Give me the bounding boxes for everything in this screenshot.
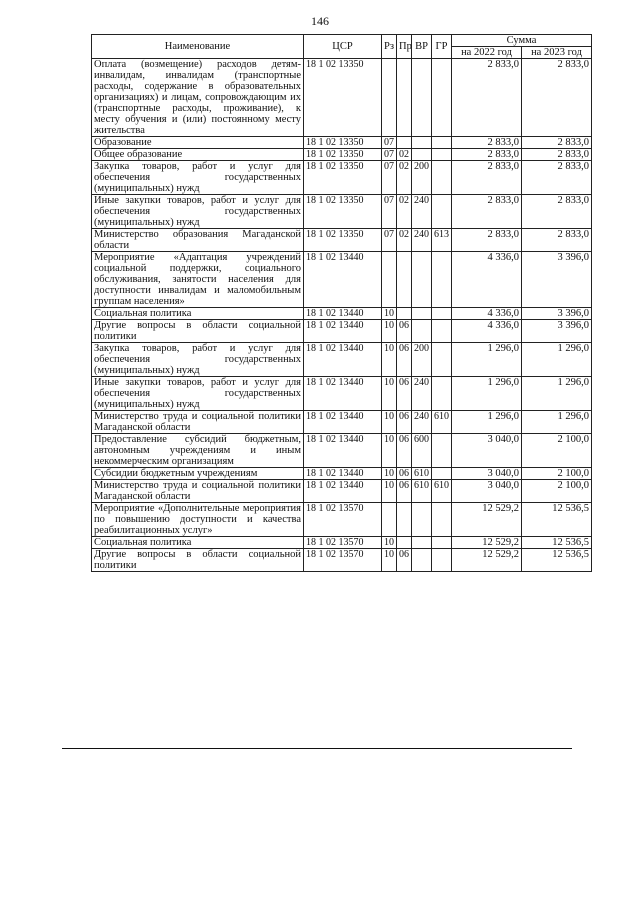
cell-vr: 240	[412, 411, 432, 434]
cell-sum-2023: 2 833,0	[522, 149, 592, 161]
cell-vr	[412, 503, 432, 537]
cell-rz: 07	[382, 229, 397, 252]
cell-name: Иные закупки товаров, работ и услуг для обеспечения государственных (муниципальных) нужд	[92, 195, 304, 229]
cell-csr: 18 1 02 13350	[304, 195, 382, 229]
cell-gr: 610	[432, 480, 452, 503]
cell-name: Министерство труда и социальной политики Магаданской области	[92, 480, 304, 503]
header-sum-2023: на 2023 год	[522, 47, 592, 59]
header-name: Наименование	[92, 35, 304, 59]
table-row	[92, 468, 592, 480]
cell-sum-2023: 2 833,0	[522, 137, 592, 149]
cell-name: Иные закупки товаров, работ и услуг для обеспечения государственных (муниципальных) нужд	[92, 377, 304, 411]
cell-csr: 18 1 02 13570	[304, 537, 382, 549]
cell-name: Закупка товаров, работ и услуг для обеспечения государственных (муниципальных) нужд	[92, 161, 304, 195]
table-body	[92, 59, 592, 572]
header-pr: Пр	[397, 35, 412, 59]
cell-rz	[382, 503, 397, 537]
cell-sum-2023: 2 100,0	[522, 434, 592, 468]
cell-sum-2022: 12 529,2	[452, 549, 522, 572]
cell-pr	[397, 252, 412, 308]
cell-csr: 18 1 02 13440	[304, 377, 382, 411]
cell-gr: 610	[432, 411, 452, 434]
table-row	[92, 252, 592, 308]
cell-pr: 06	[397, 411, 412, 434]
cell-gr	[432, 59, 452, 137]
cell-sum-2023: 2 833,0	[522, 195, 592, 229]
cell-csr: 18 1 02 13570	[304, 503, 382, 537]
cell-csr: 18 1 02 13350	[304, 59, 382, 137]
table-row	[92, 377, 592, 411]
header-gr: ГР	[432, 35, 452, 59]
cell-pr: 02	[397, 161, 412, 195]
cell-sum-2022: 12 529,2	[452, 503, 522, 537]
cell-gr	[432, 320, 452, 343]
table-row	[92, 59, 592, 137]
cell-vr: 240	[412, 229, 432, 252]
cell-pr	[397, 537, 412, 549]
table-row	[92, 503, 592, 537]
cell-sum-2022: 1 296,0	[452, 343, 522, 377]
cell-gr	[432, 137, 452, 149]
cell-vr: 610	[412, 480, 432, 503]
cell-csr: 18 1 02 13440	[304, 480, 382, 503]
cell-vr: 200	[412, 161, 432, 195]
cell-sum-2022: 2 833,0	[452, 229, 522, 252]
cell-rz: 10	[382, 468, 397, 480]
cell-sum-2022: 4 336,0	[452, 252, 522, 308]
cell-rz: 10	[382, 434, 397, 468]
cell-csr: 18 1 02 13440	[304, 308, 382, 320]
cell-csr: 18 1 02 13440	[304, 343, 382, 377]
cell-pr: 06	[397, 468, 412, 480]
cell-name: Министерство труда и социальной политики Магаданской области	[92, 411, 304, 434]
cell-sum-2022: 4 336,0	[452, 308, 522, 320]
cell-sum-2022: 1 296,0	[452, 411, 522, 434]
cell-pr	[397, 137, 412, 149]
cell-sum-2022: 4 336,0	[452, 320, 522, 343]
cell-pr: 02	[397, 195, 412, 229]
cell-csr: 18 1 02 13350	[304, 137, 382, 149]
cell-vr	[412, 252, 432, 308]
budget-table	[91, 34, 592, 572]
table-row	[92, 195, 592, 229]
cell-name: Предоставление субсидий бюджетным, автономным учреждениям и иным некоммерческим организациям	[92, 434, 304, 468]
cell-pr	[397, 503, 412, 537]
cell-gr	[432, 434, 452, 468]
page-number: 146	[311, 14, 329, 28]
cell-rz: 10	[382, 377, 397, 411]
cell-sum-2023: 2 100,0	[522, 468, 592, 480]
header-rz: Рз	[382, 35, 397, 59]
cell-rz: 07	[382, 149, 397, 161]
cell-vr: 240	[412, 377, 432, 411]
cell-rz: 10	[382, 308, 397, 320]
table-row	[92, 149, 592, 161]
cell-name: Закупка товаров, работ и услуг для обеспечения государственных (муниципальных) нужд	[92, 343, 304, 377]
table-row	[92, 480, 592, 503]
cell-sum-2023: 3 396,0	[522, 308, 592, 320]
header-vr: ВР	[412, 35, 432, 59]
cell-sum-2022: 12 529,2	[452, 537, 522, 549]
cell-sum-2023: 1 296,0	[522, 411, 592, 434]
cell-pr: 06	[397, 434, 412, 468]
cell-pr: 06	[397, 343, 412, 377]
table-row	[92, 549, 592, 572]
cell-csr: 18 1 02 13350	[304, 149, 382, 161]
cell-gr	[432, 308, 452, 320]
cell-sum-2022: 3 040,0	[452, 434, 522, 468]
cell-sum-2023: 2 833,0	[522, 229, 592, 252]
table-row	[92, 320, 592, 343]
cell-gr	[432, 537, 452, 549]
cell-sum-2022: 2 833,0	[452, 195, 522, 229]
cell-gr	[432, 503, 452, 537]
cell-gr	[432, 468, 452, 480]
cell-csr: 18 1 02 13440	[304, 320, 382, 343]
cell-sum-2022: 2 833,0	[452, 161, 522, 195]
cell-vr	[412, 549, 432, 572]
cell-sum-2022: 2 833,0	[452, 59, 522, 137]
cell-vr	[412, 308, 432, 320]
cell-name: Образование	[92, 137, 304, 149]
cell-name: Мероприятие «Адаптация учреждений социальной поддержки, социального обслуживания, занятости населения для доступности инвалидам и маломобильным группам населения»	[92, 252, 304, 308]
cell-sum-2023: 2 833,0	[522, 59, 592, 137]
cell-pr: 02	[397, 149, 412, 161]
cell-vr: 240	[412, 195, 432, 229]
cell-gr	[432, 343, 452, 377]
cell-csr: 18 1 02 13350	[304, 229, 382, 252]
cell-rz: 10	[382, 320, 397, 343]
cell-sum-2022: 2 833,0	[452, 149, 522, 161]
table-row	[92, 229, 592, 252]
cell-csr: 18 1 02 13440	[304, 434, 382, 468]
cell-rz: 07	[382, 161, 397, 195]
cell-vr	[412, 137, 432, 149]
cell-sum-2022: 3 040,0	[452, 480, 522, 503]
table-row	[92, 137, 592, 149]
cell-rz: 10	[382, 411, 397, 434]
cell-gr	[432, 549, 452, 572]
cell-pr: 06	[397, 377, 412, 411]
cell-csr: 18 1 02 13440	[304, 468, 382, 480]
cell-name: Мероприятие «Дополнительные мероприятия по повышению доступности и качества реабилитационных услуг»	[92, 503, 304, 537]
cell-vr	[412, 537, 432, 549]
cell-vr: 600	[412, 434, 432, 468]
cell-name: Оплата (возмещение) расходов детям-инвалидам, инвалидам (транспортные расходы, содержание в образовательных организациях) и лицам, сопровождающим их (транспортные расходы, проживание), к месту обучения и (или) постоянному месту жительства	[92, 59, 304, 137]
cell-csr: 18 1 02 13570	[304, 549, 382, 572]
cell-sum-2022: 1 296,0	[452, 377, 522, 411]
cell-sum-2023: 3 396,0	[522, 320, 592, 343]
footer-divider	[62, 748, 572, 749]
cell-sum-2023: 12 536,5	[522, 537, 592, 549]
cell-sum-2023: 1 296,0	[522, 377, 592, 411]
table-row	[92, 343, 592, 377]
cell-sum-2023: 12 536,5	[522, 503, 592, 537]
cell-name: Другие вопросы в области социальной политики	[92, 549, 304, 572]
cell-gr	[432, 252, 452, 308]
cell-sum-2022: 3 040,0	[452, 468, 522, 480]
table-row	[92, 411, 592, 434]
cell-pr: 06	[397, 480, 412, 503]
table-row	[92, 434, 592, 468]
cell-gr: 613	[432, 229, 452, 252]
table-row	[92, 161, 592, 195]
cell-sum-2023: 2 100,0	[522, 480, 592, 503]
cell-name: Другие вопросы в области социальной политики	[92, 320, 304, 343]
cell-rz: 10	[382, 549, 397, 572]
cell-pr	[397, 59, 412, 137]
cell-name: Социальная политика	[92, 537, 304, 549]
cell-name: Субсидии бюджетным учреждениям	[92, 468, 304, 480]
cell-vr: 200	[412, 343, 432, 377]
cell-rz	[382, 59, 397, 137]
header-sum-2022: на 2022 год	[452, 47, 522, 59]
cell-name: Социальная политика	[92, 308, 304, 320]
cell-pr: 02	[397, 229, 412, 252]
cell-rz: 07	[382, 195, 397, 229]
cell-pr: 06	[397, 549, 412, 572]
cell-vr	[412, 320, 432, 343]
cell-csr: 18 1 02 13440	[304, 411, 382, 434]
cell-pr	[397, 308, 412, 320]
cell-sum-2023: 12 536,5	[522, 549, 592, 572]
cell-rz: 07	[382, 137, 397, 149]
cell-sum-2023: 3 396,0	[522, 252, 592, 308]
cell-rz: 10	[382, 480, 397, 503]
cell-rz	[382, 252, 397, 308]
cell-name: Министерство образования Магаданской области	[92, 229, 304, 252]
cell-gr	[432, 195, 452, 229]
table-row	[92, 537, 592, 549]
header-sum: Сумма	[452, 35, 592, 47]
cell-sum-2023: 2 833,0	[522, 161, 592, 195]
cell-gr	[432, 149, 452, 161]
cell-vr	[412, 59, 432, 137]
cell-csr: 18 1 02 13440	[304, 252, 382, 308]
cell-gr	[432, 377, 452, 411]
cell-csr: 18 1 02 13350	[304, 161, 382, 195]
header-csr: ЦСР	[304, 35, 382, 59]
cell-rz: 10	[382, 537, 397, 549]
cell-vr	[412, 149, 432, 161]
cell-pr: 06	[397, 320, 412, 343]
cell-gr	[432, 161, 452, 195]
cell-name: Общее образование	[92, 149, 304, 161]
cell-sum-2023: 1 296,0	[522, 343, 592, 377]
cell-rz: 10	[382, 343, 397, 377]
cell-vr: 610	[412, 468, 432, 480]
table-row	[92, 308, 592, 320]
cell-sum-2022: 2 833,0	[452, 137, 522, 149]
